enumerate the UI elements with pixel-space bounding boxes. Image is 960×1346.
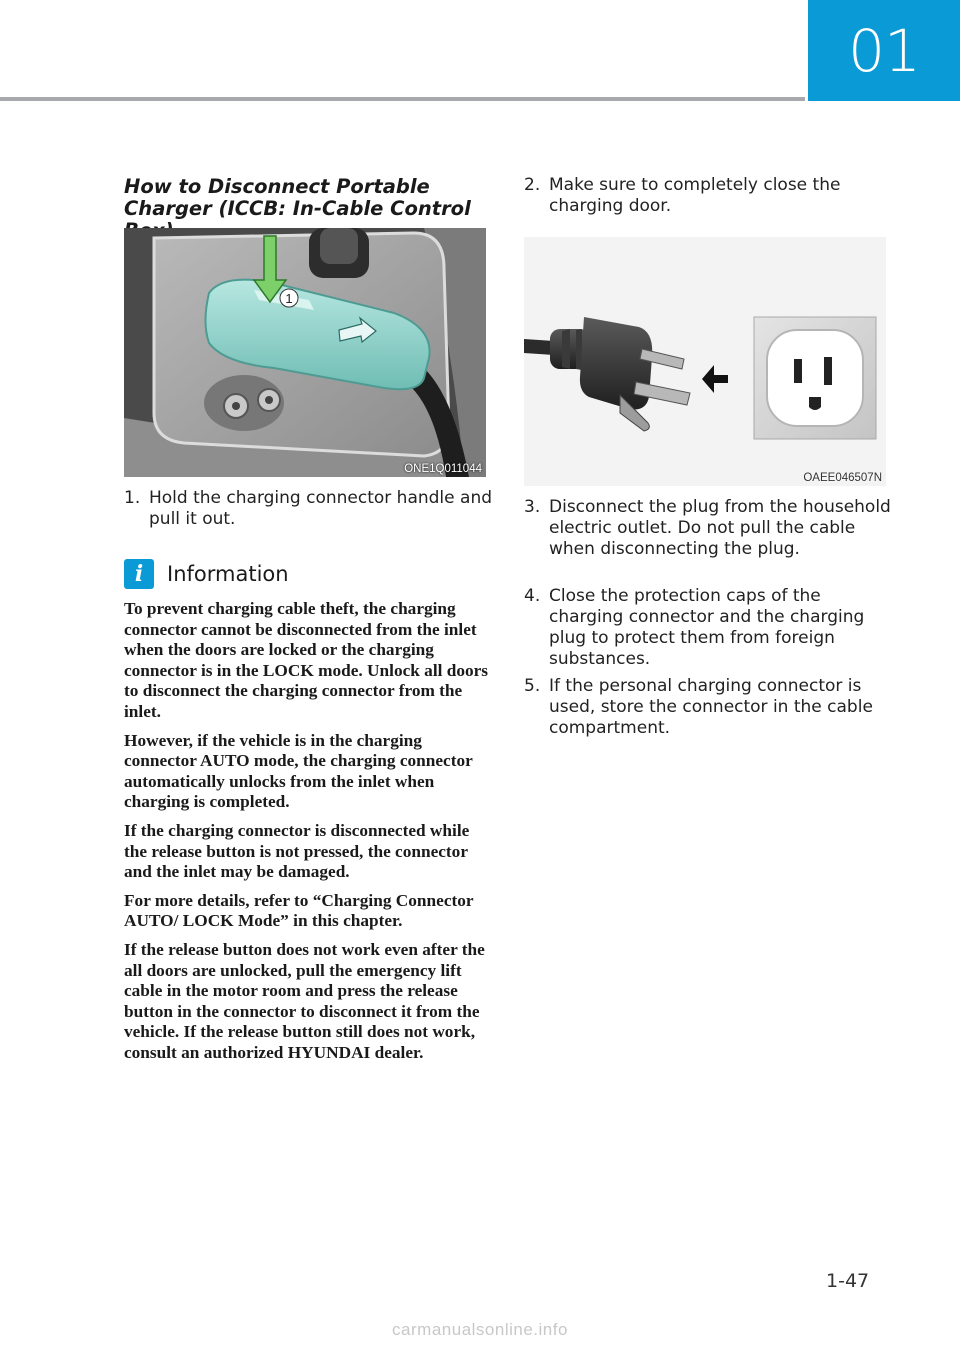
step-number: 2. <box>524 175 541 195</box>
plug-outlet-illustration <box>524 237 886 486</box>
step-4 <box>524 586 896 670</box>
callout-1: 1 <box>285 291 293 306</box>
step-text: If the personal charging connector is used, store the connector in the cable compartment. <box>549 676 873 738</box>
step-number: 1. <box>124 488 141 508</box>
information-body <box>124 599 496 1071</box>
step-text: Close the protection caps of the charging connector and the charging plug to protect them from foreign substances. <box>549 586 865 669</box>
step-3 <box>524 497 896 560</box>
connector-figure <box>124 228 486 477</box>
information-icon: i <box>124 559 154 589</box>
step-text: Make sure to completely close the charging door. <box>549 175 841 216</box>
information-paragraph: However, if the vehicle is in the charging connector AUTO mode, the charging connector automatically unlocks from the inlet when charging is completed. <box>124 730 473 812</box>
step-number: 5. <box>524 676 541 696</box>
step-5 <box>524 676 896 739</box>
step-text: Hold the charging connector handle and pull it out. <box>149 488 493 529</box>
chapter-tab: 01 <box>808 0 960 101</box>
connector-illustration <box>124 228 486 477</box>
figure-code: ONE1Q011044 <box>404 463 482 475</box>
plug-outlet-figure <box>524 237 886 486</box>
header-rule <box>0 97 805 101</box>
section-title: How to Disconnect Portable Charger (ICCB: In-Cable Control <box>124 175 471 220</box>
figure-code: OAEE046507N <box>803 472 882 484</box>
step-number: 4. <box>524 586 541 606</box>
information-header <box>124 559 289 589</box>
step-2 <box>524 175 896 217</box>
information-paragraph: If the release button does not work even after the all doors are unlocked, pull the emergency lift cable in the motor room and press the release button in the connector to disconnect it from the vehicle. If the release button still does not work, consult an authorized HYUNDAI dealer. <box>124 939 485 1062</box>
information-paragraph: To prevent charging cable theft, the charging connector cannot be disconnected from the inlet when the doors are locked or the charging connector is in the LOCK mode. Unlock all doors to disconnect the charging connector from the inlet. <box>124 599 489 721</box>
information-title: Information <box>167 562 289 586</box>
information-paragraph: If the charging connector is disconnected while the release button is not pressed, the connector and the inlet may be damaged. <box>124 820 470 882</box>
watermark: carmanualsonline.info <box>392 1320 568 1339</box>
step-1 <box>124 488 496 530</box>
information-paragraph: For more details, refer to “Charging Connector AUTO/ LOCK Mode” in this chapter. <box>124 890 474 931</box>
page-number: 1-47 <box>826 1270 870 1292</box>
step-number: 3. <box>524 497 541 517</box>
step-text: Disconnect the plug from the household electric outlet. Do not pull the cable when disconnecting the plug. <box>549 497 891 559</box>
